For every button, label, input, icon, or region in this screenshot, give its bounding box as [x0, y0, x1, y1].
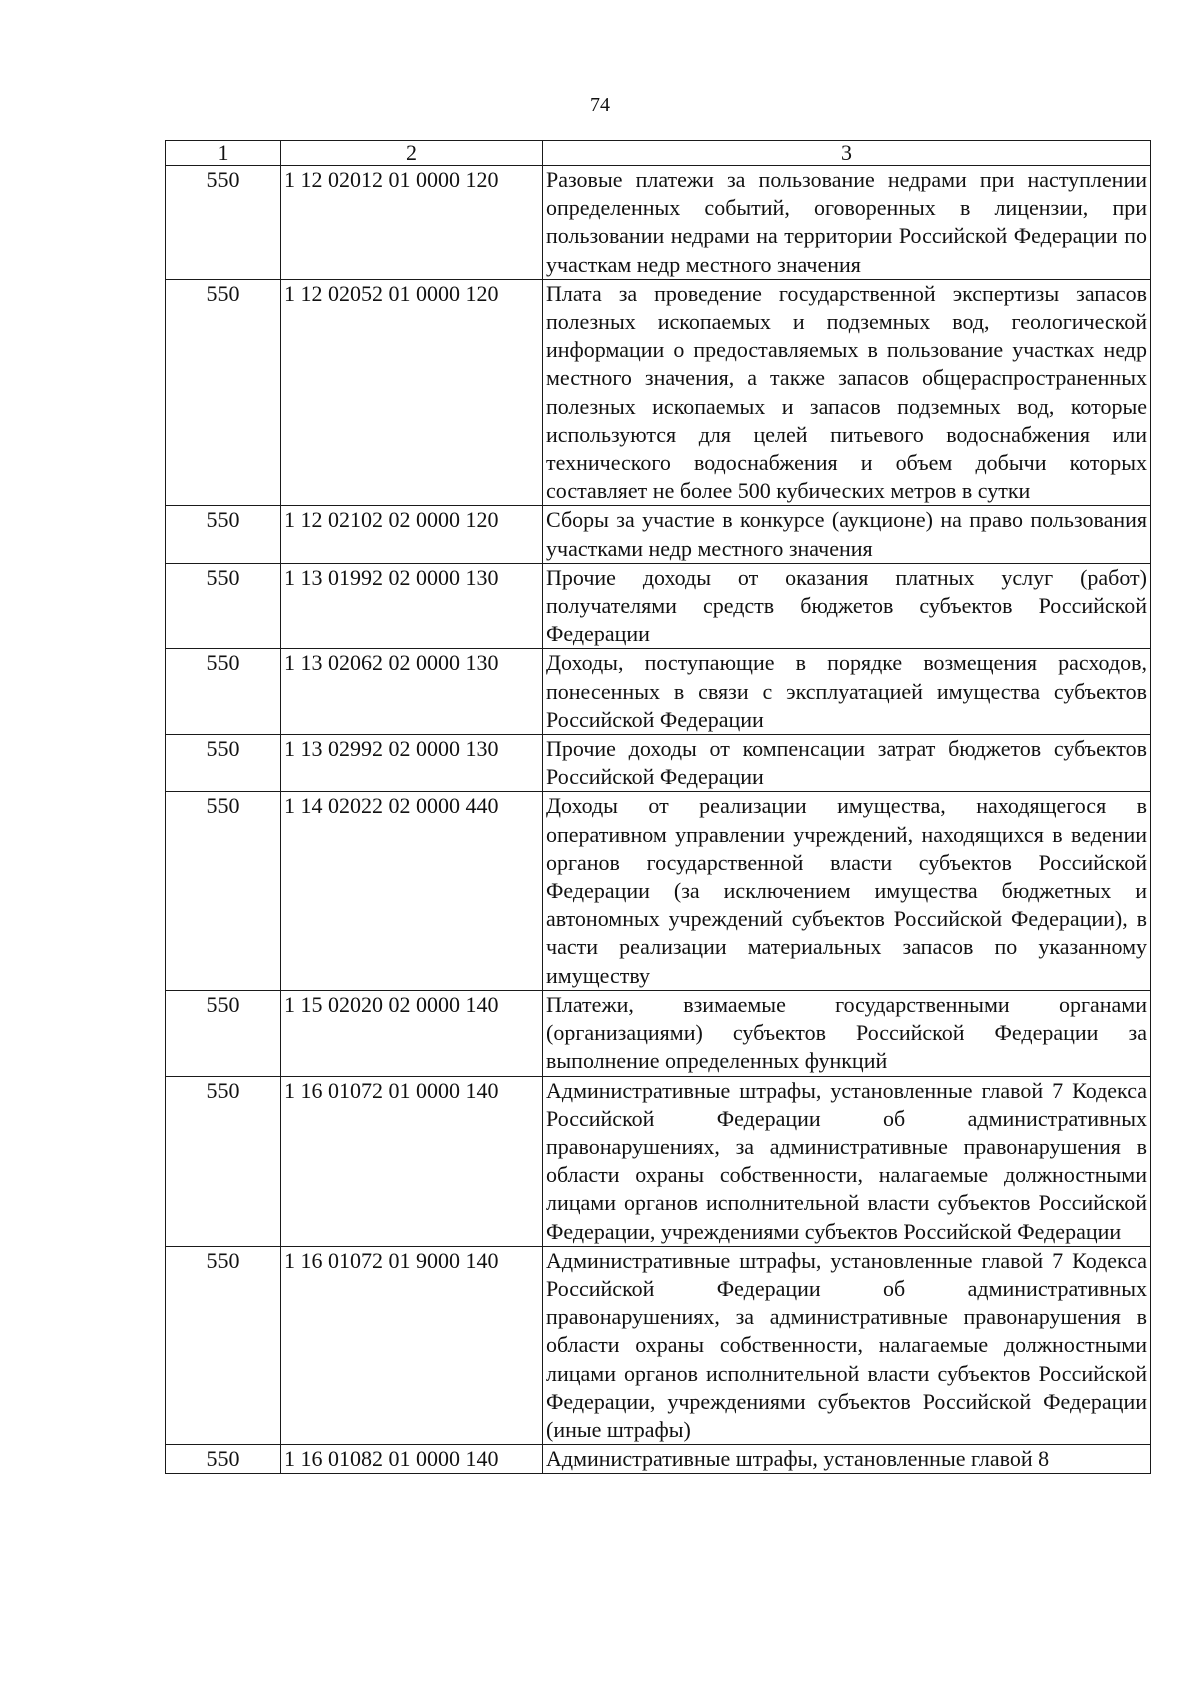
table-row [166, 563, 1151, 649]
admin-code-cell: 550 [166, 563, 281, 649]
table-row [166, 506, 1151, 563]
table-header-row [166, 141, 1151, 166]
admin-code-cell: 550 [166, 166, 281, 280]
table-row [166, 792, 1151, 990]
admin-code-cell: 550 [166, 792, 281, 990]
table-row [166, 649, 1151, 735]
budget-code-cell: 1 13 02062 02 0000 130 [281, 649, 543, 735]
revenue-name-cell: Прочие доходы от оказания платных услуг (работ) получателями средств бюджетов субъектов Российской Федерации [543, 563, 1151, 649]
revenue-name-cell: Доходы от реализации имущества, находящегося в оперативном управлении учреждений, находящихся в ведении органов государственной власти субъектов Российской Федерации (за исключением имущества бюджетных и автономных учреждений субъектов Российской Федерации), в части реализации материальных запасов по указанному имуществу [543, 792, 1151, 990]
revenue-codes-table [165, 140, 1151, 1474]
budget-code-cell: 1 15 02020 02 0000 140 [281, 990, 543, 1076]
admin-code-cell: 550 [166, 1246, 281, 1444]
revenue-name-cell: Плата за проведение государственной экспертизы запасов полезных ископаемых и подземных вод, геологической информации о предоставляемых в пользование участках недр местного значения, а также запасов общераспространенных полезных ископаемых и запасов подземных вод, которые используются для целей питьевого водоснабжения или технического водоснабжения и объем добычи которых составляет не более 500 кубических метров в сутки [543, 279, 1151, 506]
table-row [166, 166, 1151, 280]
revenue-name-cell: Доходы, поступающие в порядке возмещения расходов, понесенных в связи с эксплуатацией имущества субъектов Российской Федерации [543, 649, 1151, 735]
table-row [166, 1246, 1151, 1444]
table-row [166, 990, 1151, 1076]
revenue-name-cell: Административные штрафы, установленные главой 8 [543, 1445, 1151, 1474]
column-header-2: 2 [281, 141, 543, 166]
revenue-name-cell: Административные штрафы, установленные главой 7 Кодекса Российской Федерации об административных правонарушениях, за административные правонарушения в области охраны собственности, налагаемые должностными лицами органов исполнительной власти субъектов Российской Федерации, учреждениями субъектов Российской Федерации (иные штрафы) [543, 1246, 1151, 1444]
revenue-name-cell: Разовые платежи за пользование недрами при наступлении определенных событий, оговоренных в лицензии, при пользовании недрами на территории Российской Федерации по участкам недр местного значения [543, 166, 1151, 280]
table-row [166, 1445, 1151, 1474]
column-header-1: 1 [166, 141, 281, 166]
admin-code-cell: 550 [166, 990, 281, 1076]
budget-code-cell: 1 12 02012 01 0000 120 [281, 166, 543, 280]
budget-code-cell: 1 13 02992 02 0000 130 [281, 735, 543, 792]
page-number: 74 [590, 94, 610, 116]
admin-code-cell: 550 [166, 735, 281, 792]
revenue-name-cell: Сборы за участие в конкурсе (аукционе) на право пользования участками недр местного значения [543, 506, 1151, 563]
table-row [166, 1076, 1151, 1246]
budget-code-cell: 1 16 01072 01 0000 140 [281, 1076, 543, 1246]
budget-code-cell: 1 14 02022 02 0000 440 [281, 792, 543, 990]
table-row [166, 279, 1151, 506]
budget-code-cell: 1 16 01082 01 0000 140 [281, 1445, 543, 1474]
admin-code-cell: 550 [166, 649, 281, 735]
revenue-name-cell: Платежи, взимаемые государственными органами (организациями) субъектов Российской Федерации за выполнение определенных функций [543, 990, 1151, 1076]
table-row [166, 735, 1151, 792]
column-header-3: 3 [543, 141, 1151, 166]
admin-code-cell: 550 [166, 279, 281, 506]
admin-code-cell: 550 [166, 1076, 281, 1246]
budget-code-cell: 1 12 02052 01 0000 120 [281, 279, 543, 506]
budget-code-cell: 1 13 01992 02 0000 130 [281, 563, 543, 649]
budget-code-cell: 1 16 01072 01 9000 140 [281, 1246, 543, 1444]
admin-code-cell: 550 [166, 1445, 281, 1474]
revenue-name-cell: Прочие доходы от компенсации затрат бюджетов субъектов Российской Федерации [543, 735, 1151, 792]
revenue-name-cell: Административные штрафы, установленные главой 7 Кодекса Российской Федерации об административных правонарушениях, за административные правонарушения в области охраны собственности, налагаемые должностными лицами органов исполнительной власти субъектов Российской Федерации, учреждениями субъектов Российской Федерации [543, 1076, 1151, 1246]
budget-code-cell: 1 12 02102 02 0000 120 [281, 506, 543, 563]
admin-code-cell: 550 [166, 506, 281, 563]
